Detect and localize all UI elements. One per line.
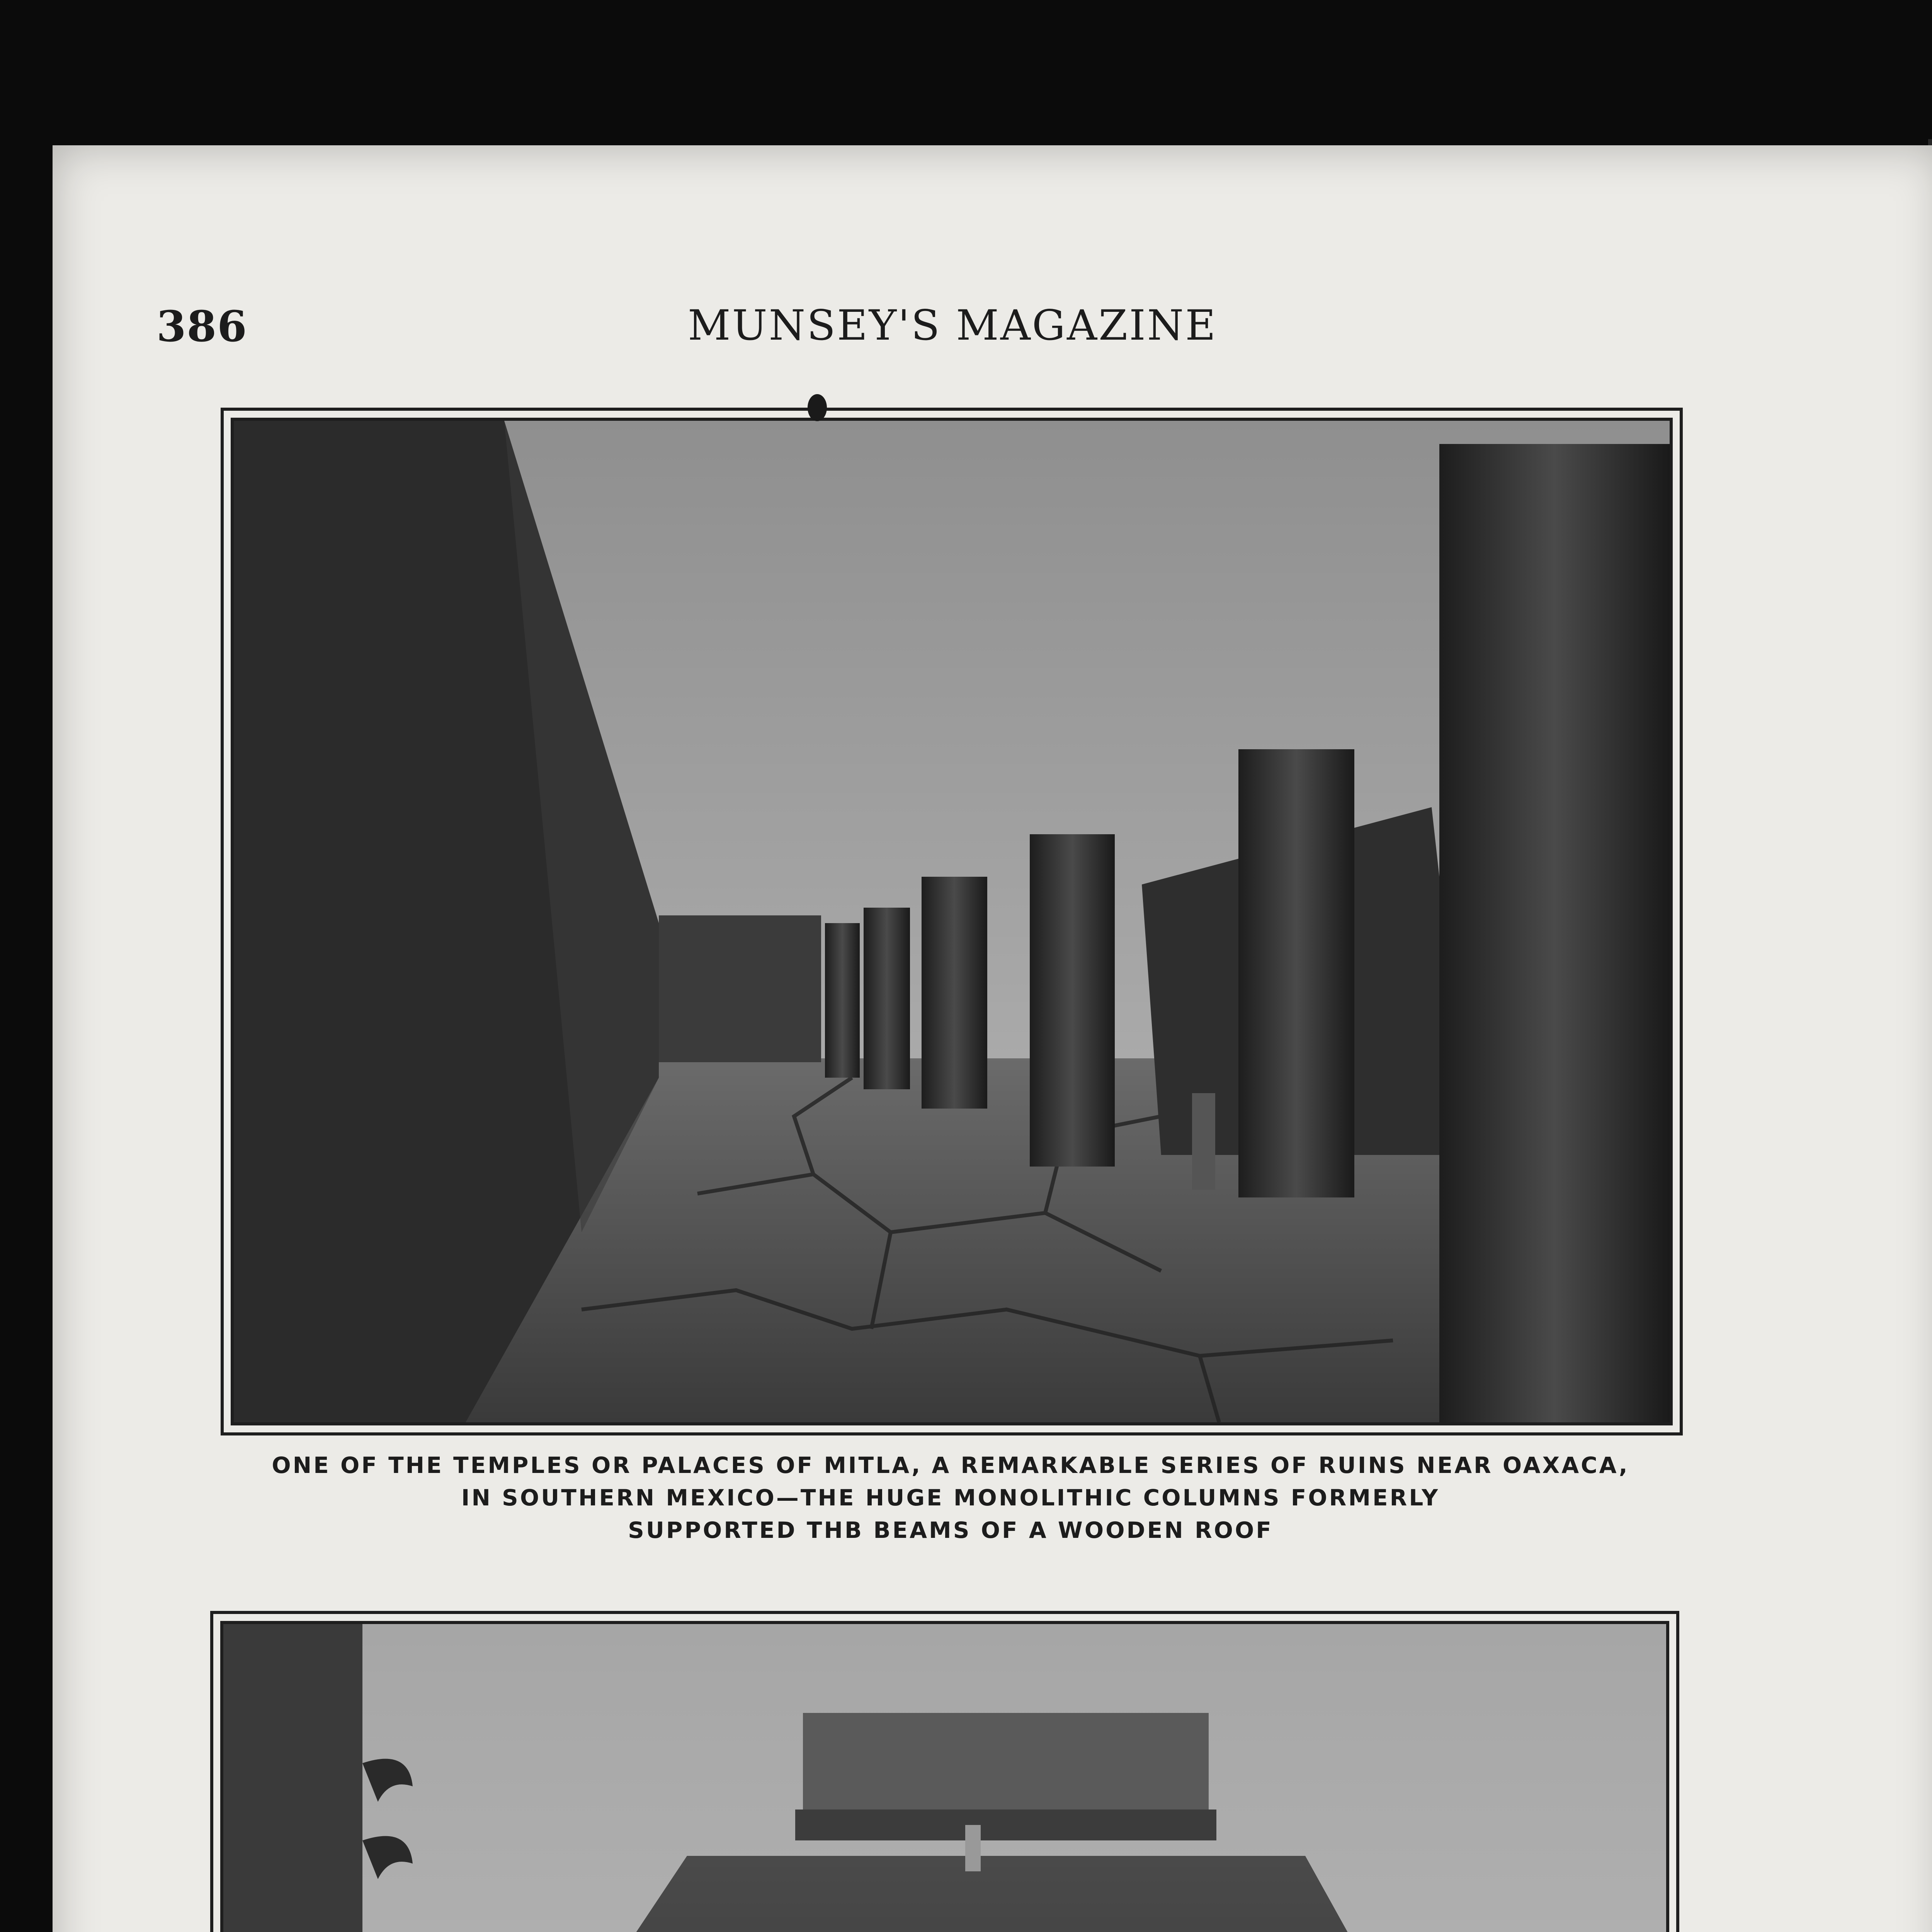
- mitla-caption: ONE OF THE TEMPLES OR PALACES OF MITLA, A REMARKABLE SERIES OF RUINS NEAR OAXACA, IN SOUTHERN MEXICO—THE HUGE MONOLITHIC COLUMNS FORMERLY SUPPORTED THB BEAMS OF A WOODEN ROOF: [272, 1452, 1629, 1543]
- page-number: 386: [156, 301, 248, 351]
- scan-speck: [808, 394, 827, 421]
- mitla-ruins-image: [234, 421, 1670, 1422]
- running-head: MUNSEY'S MAGAZINE: [688, 301, 1218, 350]
- mitla-ruins-photo: [231, 418, 1673, 1425]
- uxmal-ruins-photo: [220, 1621, 1669, 1932]
- uxmal-ruins-image: [223, 1624, 1666, 1932]
